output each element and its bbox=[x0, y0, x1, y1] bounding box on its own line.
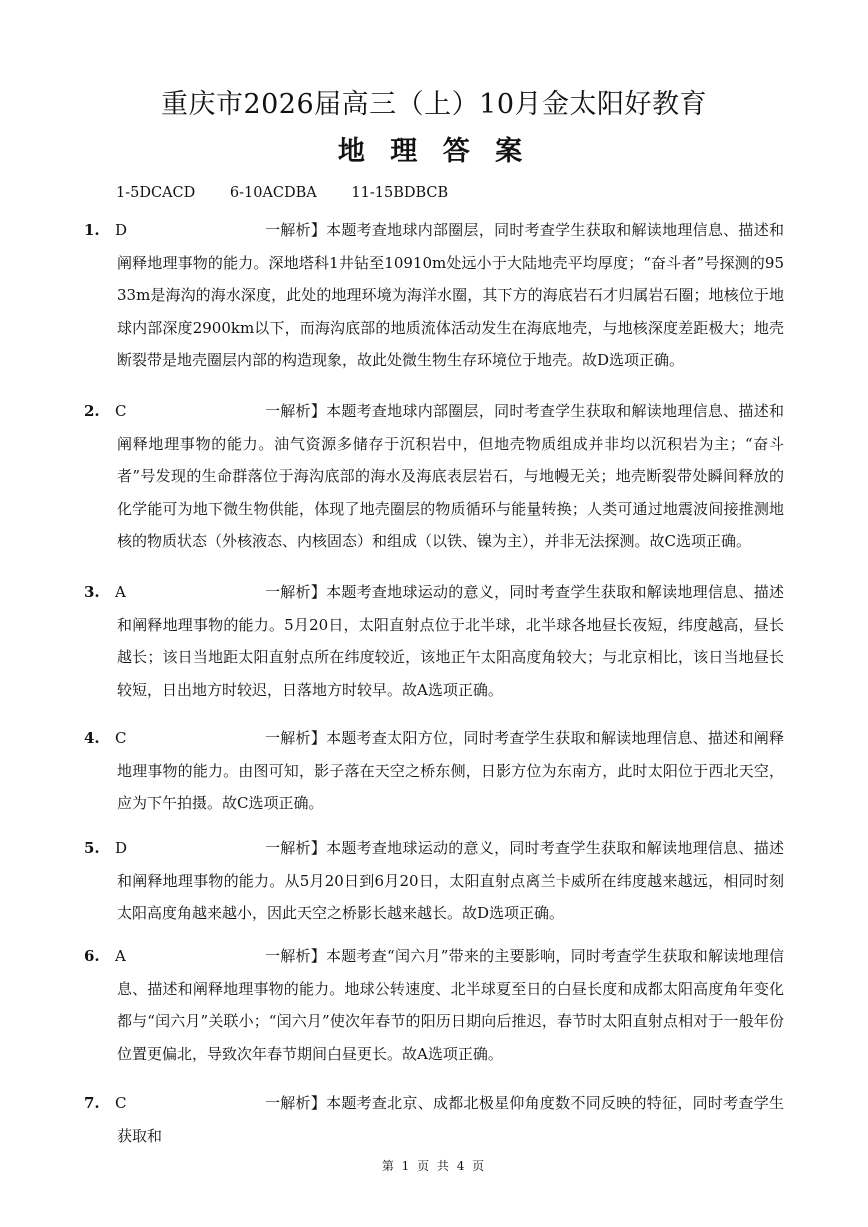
question-explanation-7 bbox=[84, 1087, 784, 1152]
question-explanation-2 bbox=[84, 395, 784, 558]
question-number: 2. bbox=[84, 402, 100, 420]
explanation-text: 本题考查地球运动的意义，同时考查学生获取和解读地理信息、描述和阐释地理事物的能力。从5月20日到6月20日，太阳直射点离兰卡威所在纬度越来越远，相同时刻太阳高度角越来越小，因此天空之桥影长越来越长。故D选项正确。 bbox=[117, 839, 784, 922]
explanation-text: 本题考查北京、成都北极星仰角度数不同反映的特征，同时考查学生获取和 bbox=[117, 1094, 784, 1145]
explanation-label: 一解析】 bbox=[265, 839, 327, 857]
explanation-text: 本题考查地球内部圈层，同时考查学生获取和解读地理信息、描述和阐释地理事物的能力。深地塔科1井钻至10910m处远小于大陆地壳平均厚度；“奋斗者”号探测的9533m是海沟的海水深度，此处的地理环境为海洋水圈，其下方的海底岩石才归属岩石圈；地核位于地球内部深度2900km以下，而海沟底部的地质流体活动发生在海底地壳，与地核深度差距极大；地壳断裂带是地壳圈层内部的构造现象，故此处微生物生存环境位于地壳。故D选项正确。 bbox=[117, 221, 784, 369]
question-answer: C bbox=[115, 729, 127, 747]
question-number: 4. bbox=[84, 729, 100, 747]
question-number: 1. bbox=[84, 221, 100, 239]
answer-key bbox=[116, 182, 448, 204]
question-answer: D bbox=[115, 221, 128, 239]
answer-key-group: 11-15BDBCB bbox=[351, 185, 449, 201]
explanation-label: 一解析】 bbox=[265, 947, 327, 965]
explanation-text: 本题考查“闰六月”带来的主要影响，同时考查学生获取和解读地理信息、描述和阐释地理事物的能力。地球公转速度、北半球夏至日的白昼长度和成都太阳高度角年变化都与“闰六月”关联小；“闰六月”使次年春节的阳历日期向后推迟，春节时太阳直射点相对于一般年份位置更偏北，导致次年春节期间白昼更长。故A选项正确。 bbox=[117, 947, 784, 1063]
question-answer: A bbox=[115, 947, 126, 965]
question-explanation-6 bbox=[84, 940, 784, 1070]
page-footer: 第 1 页 共 4 页 bbox=[381, 1159, 487, 1173]
question-explanation-5 bbox=[84, 832, 784, 930]
explanation-label: 一解析】 bbox=[265, 221, 327, 239]
explanation-label: 一解析】 bbox=[265, 729, 327, 747]
explanation-text: 本题考查地球内部圈层，同时考查学生获取和解读地理信息、描述和阐释地理事物的能力。油气资源多储存于沉积岩中，但地壳物质组成并非均以沉积岩为主；“奋斗者”号发现的生命群落位于海沟底部的海水及海底表层岩石，与地幔无关；地壳断裂带处瞬间释放的化学能可为地下微生物供能，体现了地壳圈层的物质循环与能量转换；人类可通过地震波间接推测地核的物质状态（外核液态、内核固态）和组成（以铁、镍为主），并非无法探测。故C选项正确。 bbox=[117, 402, 784, 550]
explanation-label: 一解析】 bbox=[265, 583, 327, 601]
explanation-label: 一解析】 bbox=[265, 402, 327, 420]
explanation-text: 本题考查太阳方位，同时考查学生获取和解读地理信息、描述和阐释地理事物的能力。由图可知，影子落在天空之桥东侧，日影方位为东南方，此时太阳位于西北天空，应为下午拍摄。故C选项正确。 bbox=[117, 729, 784, 812]
answer-key-group: 6-10ACDBA bbox=[229, 185, 317, 201]
question-answer: C bbox=[115, 402, 127, 420]
answer-key-group: 1-5DCACD bbox=[116, 185, 196, 201]
question-number: 5. bbox=[84, 839, 100, 857]
question-number: 7. bbox=[84, 1094, 100, 1112]
question-explanation-1 bbox=[84, 214, 784, 377]
question-answer: C bbox=[115, 1094, 127, 1112]
question-answer: D bbox=[115, 839, 128, 857]
document-title: 重庆市2026届高三（上）10月金太阳好教育 bbox=[160, 89, 708, 120]
question-answer: A bbox=[115, 583, 126, 601]
question-number: 6. bbox=[84, 947, 100, 965]
explanation-label: 一解析】 bbox=[265, 1094, 327, 1112]
question-explanation-4 bbox=[84, 722, 784, 820]
question-explanation-3 bbox=[84, 576, 784, 706]
question-number: 3. bbox=[84, 583, 100, 601]
document-subtitle: 地 理 答 案 bbox=[337, 136, 531, 167]
explanation-text: 本题考查地球运动的意义，同时考查学生获取和解读地理信息、描述和阐释地理事物的能力。5月20日，太阳直射点位于北半球，北半球各地昼长夜短，纬度越高，昼长越长；该日当地距太阳直射点所在纬度较近，该地正午太阳高度角较大；与北京相比，该日当地昼长较短，日出地方时较迟，日落地方时较早。故A选项正确。 bbox=[117, 583, 784, 699]
